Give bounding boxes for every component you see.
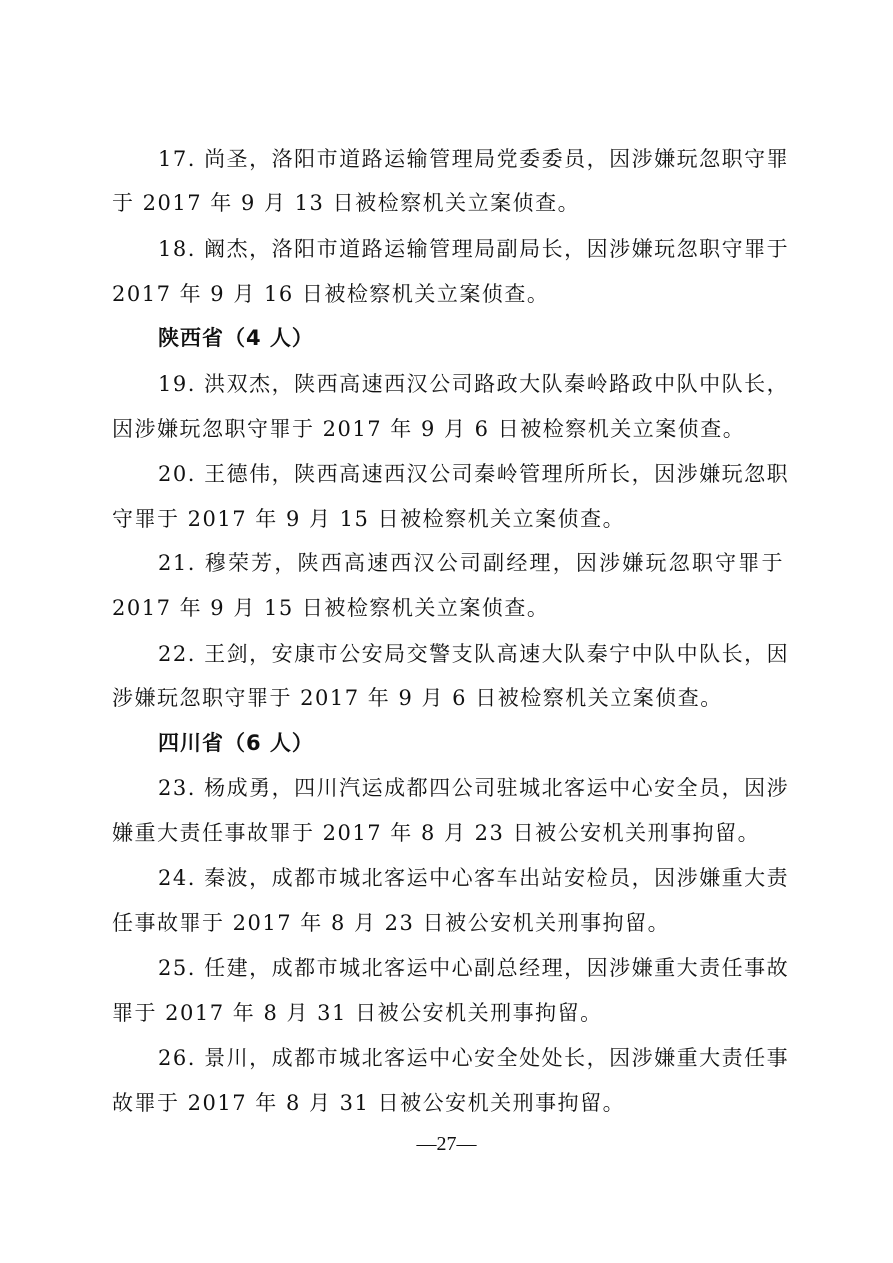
entry-21-line-1: 21. 穆荣芳，陕西高速西汉公司副经理，因涉嫌玩忽职守罪于 xyxy=(158,551,784,575)
entry-18-line-1: 18. 阚杰，洛阳市道路运输管理局副局长，因涉嫌玩忽职守罪于 xyxy=(158,237,790,261)
entry-22-line-2: 涉嫌玩忽职守罪于 2017 年 9 月 6 日被检察机关立案侦查。 xyxy=(112,686,723,710)
page-number: —27— xyxy=(416,1133,477,1155)
section-heading-sichuan: 四川省（6 人） xyxy=(158,731,314,755)
entry-18-line-2: 2017 年 9 月 16 日被检察机关立案侦查。 xyxy=(112,282,550,306)
entry-23-line-1: 23. 杨成勇，四川汽运成都四公司驻城北客运中心安全员，因涉 xyxy=(158,776,790,800)
entry-24-line-2: 任事故罪于 2017 年 8 月 23 日被公安机关刑事拘留。 xyxy=(112,911,671,935)
entry-17-line-1: 17. 尚圣，洛阳市道路运输管理局党委委员，因涉嫌玩忽职守罪 xyxy=(158,147,790,171)
entry-25-line-2: 罪于 2017 年 8 月 31 日被公安机关刑事拘留。 xyxy=(112,1001,603,1025)
entry-25-line-1: 25. 任建，成都市城北客运中心副总经理，因涉嫌重大责任事故 xyxy=(158,956,790,980)
entry-26-line-2: 故罪于 2017 年 8 月 31 日被公安机关刑事拘留。 xyxy=(112,1091,626,1115)
entry-19-line-2: 因涉嫌玩忽职守罪于 2017 年 9 月 6 日被检察机关立案侦查。 xyxy=(112,417,746,441)
entry-20-line-1: 20. 王德伟，陕西高速西汉公司秦岭管理所所长，因涉嫌玩忽职 xyxy=(158,462,790,486)
section-heading-shaanxi: 陕西省（4 人） xyxy=(158,326,314,350)
entry-24-line-1: 24. 秦波，成都市城北客运中心客车出站安检员，因涉嫌重大责 xyxy=(158,866,790,890)
entry-20-line-2: 守罪于 2017 年 9 月 15 日被检察机关立案侦查。 xyxy=(112,507,626,531)
entry-23-line-2: 嫌重大责任事故罪于 2017 年 8 月 23 日被公安机关刑事拘留。 xyxy=(112,821,761,845)
entry-21-line-2: 2017 年 9 月 15 日被检察机关立案侦查。 xyxy=(112,596,550,620)
entry-22-line-1: 22. 王剑，安康市公安局交警支队高速大队秦宁中队中队长，因 xyxy=(158,642,790,666)
entry-26-line-1: 26. 景川，成都市城北客运中心安全处处长，因涉嫌重大责任事 xyxy=(158,1046,790,1070)
entry-17-line-2: 于 2017 年 9 月 13 日被检察机关立案侦查。 xyxy=(112,191,581,215)
entry-19-line-1: 19. 洪双杰，陕西高速西汉公司路政大队秦岭路政中队中队长， xyxy=(158,372,790,396)
